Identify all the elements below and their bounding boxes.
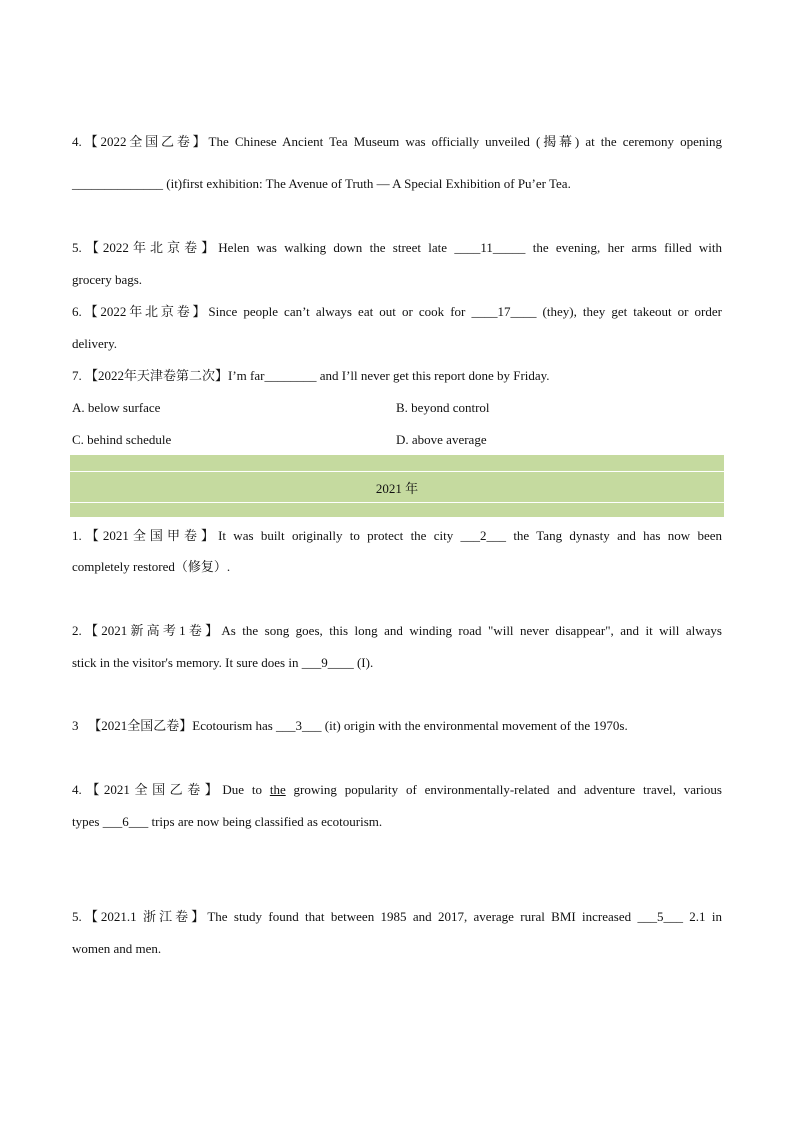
question-text: As the song goes, this long and winding road "will never disappear", and it will always [221, 623, 722, 638]
section-title: 2021 年 [70, 471, 724, 503]
answer-blank: ___5___ [637, 909, 683, 924]
question-text: Since people can’t always eat out or cook for [208, 304, 472, 319]
question-text: and I’ll never get this report done by Friday. [316, 368, 550, 383]
question-text: Due to [222, 782, 270, 797]
q2021-4-line2 [72, 814, 722, 830]
q2021-5-line1 [72, 909, 722, 925]
question-source-tag: 【2021全国乙卷】 [88, 718, 193, 733]
answer-blank: ____11_____ [454, 240, 526, 255]
question-number: 6. [72, 304, 82, 319]
underlined-word: the [269, 782, 286, 797]
question-number: 3 [72, 718, 79, 733]
answer-blank: ___6___ [102, 814, 149, 829]
q2021-5-line2: women and men. [72, 941, 162, 956]
question-text: (I). [353, 655, 374, 670]
question-source-tag: 【2021全国乙卷】 [81, 782, 223, 797]
question-text: 2.1 in [682, 909, 722, 924]
question-text: The Chinese Ancient Tea Museum was officially unveiled (揭幕) at the ceremony opening [208, 134, 722, 149]
question-number: 5. [72, 909, 82, 924]
question-number: 4. [72, 782, 82, 797]
q2021-3-line1 [72, 718, 722, 734]
question-number: 7. [72, 368, 82, 383]
q2021-1-line2: completely restored（修复）. [72, 559, 231, 574]
question-source-tag: 【2022年天津卷第二次】 [85, 368, 229, 383]
q2022-5-line2: grocery bags. [72, 272, 143, 287]
answer-blank: ______________ [72, 176, 163, 191]
q2021-4-line1 [72, 782, 722, 798]
question-text: the Tang dynasty and has now been [506, 528, 722, 543]
q2022-4-line1 [72, 134, 722, 150]
section-banner-2021 [70, 455, 724, 517]
question-text: growing popularity of environmentally-related and adventure travel, various [285, 782, 722, 797]
question-source-tag: 【2022全国乙卷】 [81, 134, 209, 149]
question-source-tag: 【2022年北京卷】 [81, 240, 219, 255]
answer-blank: ____17____ [471, 304, 537, 319]
answer-blank: ________ [264, 368, 317, 383]
question-number: 4. [72, 134, 82, 149]
question-text: The study found that between 1985 and 2017, average rural BMI increased [207, 909, 638, 924]
question-text: types [72, 814, 103, 829]
option-a: A. below surface [72, 400, 161, 415]
question-text: It was built originally to protect the city [218, 528, 461, 543]
question-source-tag: 【2021全国甲卷】 [81, 528, 219, 543]
question-text: Helen was walking down the street late [218, 240, 455, 255]
q2022-7-line1 [72, 368, 722, 384]
question-text: I’m far [228, 368, 265, 383]
question-number: 2. [72, 623, 82, 638]
q2022-6-line1 [72, 304, 722, 320]
question-text: trips are now being classified as ecotourism. [148, 814, 383, 829]
option-c: C. behind schedule [72, 432, 172, 447]
question-text: stick in the visitor's memory. It sure does in [72, 655, 302, 670]
question-number: 5. [72, 240, 82, 255]
q2021-2-line1 [72, 623, 722, 639]
answer-blank: ___2___ [460, 528, 507, 543]
question-source-tag: 【2021新高考1卷】 [81, 623, 222, 638]
q2022-5-line1 [72, 240, 722, 256]
q2021-1-line1 [72, 528, 722, 544]
question-number: 1. [72, 528, 82, 543]
question-text: (they), they get takeout or order [536, 304, 722, 319]
question-text: (it)first exhibition: The Avenue of Truth — A Special Exhibition of Pu’er Tea. [163, 176, 571, 191]
answer-blank: ___9____ [301, 655, 354, 670]
question-text: Ecotourism has [192, 718, 277, 733]
answer-blank: ___3___ [276, 718, 322, 733]
question-source-tag: 【2021.1 浙江卷】 [81, 909, 208, 924]
option-b: B. beyond control [396, 400, 490, 415]
q2022-4-line2 [72, 176, 722, 192]
question-text: the evening, her arms filled with [525, 240, 722, 255]
option-d: D. above average [396, 432, 487, 447]
question-text: (it) origin with the environmental movement of the 1970s. [321, 718, 628, 733]
q2021-2-line2 [72, 655, 722, 671]
q2022-6-line2: delivery. [72, 336, 117, 351]
question-source-tag: 【2022年北京卷】 [81, 304, 209, 319]
